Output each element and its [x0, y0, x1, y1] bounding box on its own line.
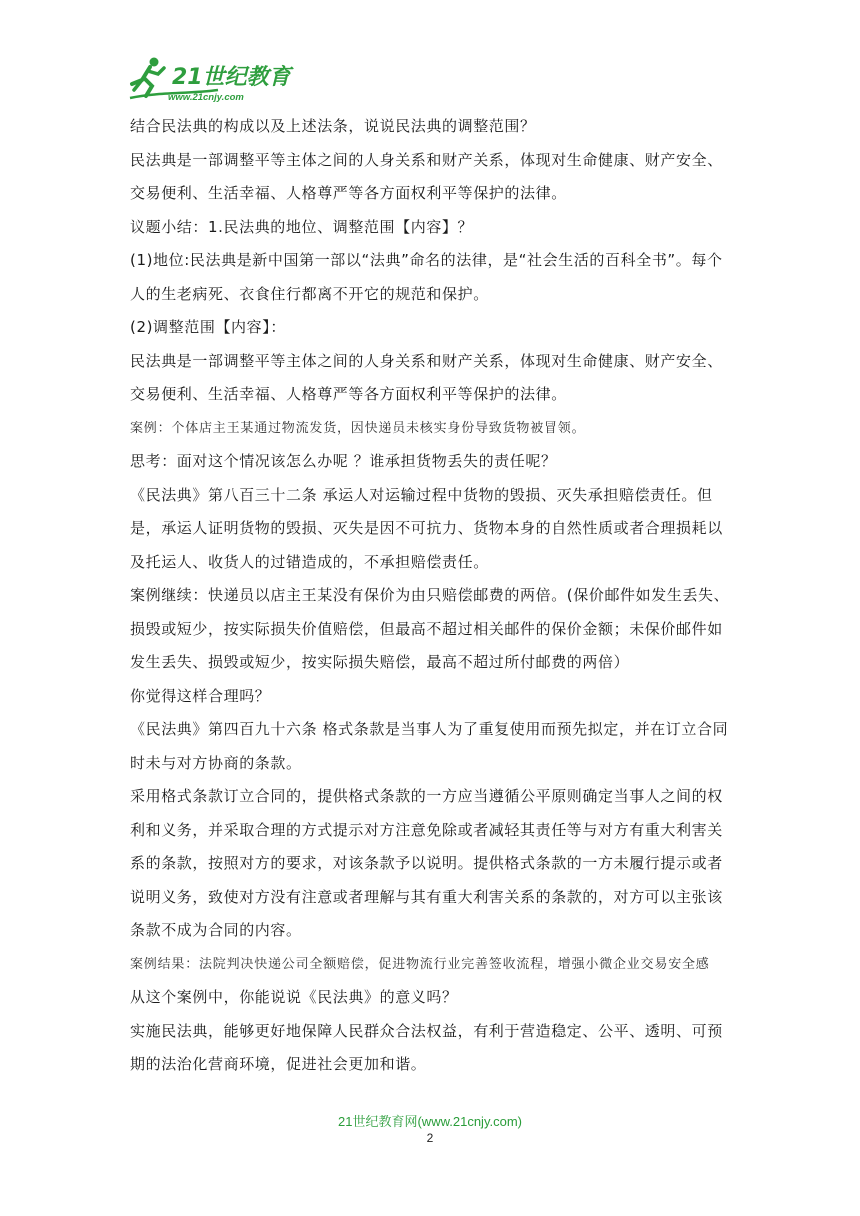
paragraph: 实施民法典，能够更好地保障人民群众合法权益，有利于营造稳定、公平、透明、可预期的法治化营商环境，促进社会更加和谐。 [130, 1021, 723, 1073]
paragraph: (2)调整范围【内容】： [130, 318, 286, 336]
paragraph: 思考：面对这个情况该怎么办呢 ？谁承担货物丢失的责任呢？ [130, 452, 557, 470]
paragraph: 采用格式条款订立合同的，提供格式条款的一方应当遵循公平原则确定当事人之间的权利和义务，并采取合理的方式提示对方注意免除或者减轻其责任等与对方有重大利害关系的条款，按照对方的要求，对该条款予以说明。提供格式条款的一方未履行提示或者说明义务，致使对方没有注意或者理解与其有重大利害关系的条款的，对方可以主张该条款不成为合同的内容。 [130, 787, 723, 939]
paragraph: 民法典是一部调整平等主体之间的人身关系和财产关系，体现对生命健康、财产安全、交易便利、生活幸福、人格尊严等各方面权利平等保护的法律。 [130, 150, 723, 202]
paragraph: 《民法典》第八百三十二条 承运人对运输过程中货物的毁损、灭失承担赔偿责任。但是，承运人证明货物的毁损、灭失是因不可抗力、货物本身的自然性质或者合理损耗以及托运人、收货人的过错造成的，不承担赔偿责任。 [130, 485, 723, 571]
footer-source: 21世纪教育网(www.21cnjy.com) [338, 1114, 522, 1129]
paragraph: 你觉得这样合理吗？ [130, 686, 271, 705]
page-number: 2 [426, 1131, 434, 1145]
logo-sub-text: www.21cnjy.com [168, 92, 244, 103]
site-logo [128, 54, 303, 106]
case-paragraph: 案例：个体店主王某通过物流发货，因快递员未核实身份导致货物被冒领。 [130, 420, 586, 436]
document-body [130, 110, 734, 1082]
paragraph: (1)地位:民法典是新中国第一部以“法典”命名的法律，是“社会生活的百科全书”。每个人的生老病死、衣食住行都离不开它的规范和保护。 [130, 251, 723, 303]
logo-main-text: 21世纪教育 [172, 65, 291, 90]
paragraph: 从这个案例中，你能说说《民法典》的意义吗？ [130, 988, 458, 1006]
paragraph: 结合民法典的构成以及上述法条，说说民法典的调整范围？ [130, 117, 536, 135]
paragraph: 民法典是一部调整平等主体之间的人身关系和财产关系，体现对生命健康、财产安全、交易便利、生活幸福、人格尊严等各方面权利平等保护的法律。 [130, 351, 723, 403]
paragraph: 《民法典》第四百九十六条 格式条款是当事人为了重复使用而预先拟定，并在订立合同时未与对方协商的条款。 [130, 720, 729, 772]
case-result-paragraph: 案例结果：法院判决快递公司全额赔偿，促进物流行业完善签收流程，增强小微企业交易安全感 [130, 956, 710, 972]
paragraph: 案例继续：快递员以店主王某没有保价为由只赔偿邮费的两倍。(保价邮件如发生丢失、损毁或短少，按实际损失价值赔偿，但最高不超过相关邮件的保价金额；未保价邮件如发生丢失、损毁或短少，按实际损失赔偿，最高不超过所付邮费的两倍） [130, 586, 730, 671]
paragraph: 议题小结：1.民法典的地位、调整范围【内容】？ [130, 217, 474, 236]
